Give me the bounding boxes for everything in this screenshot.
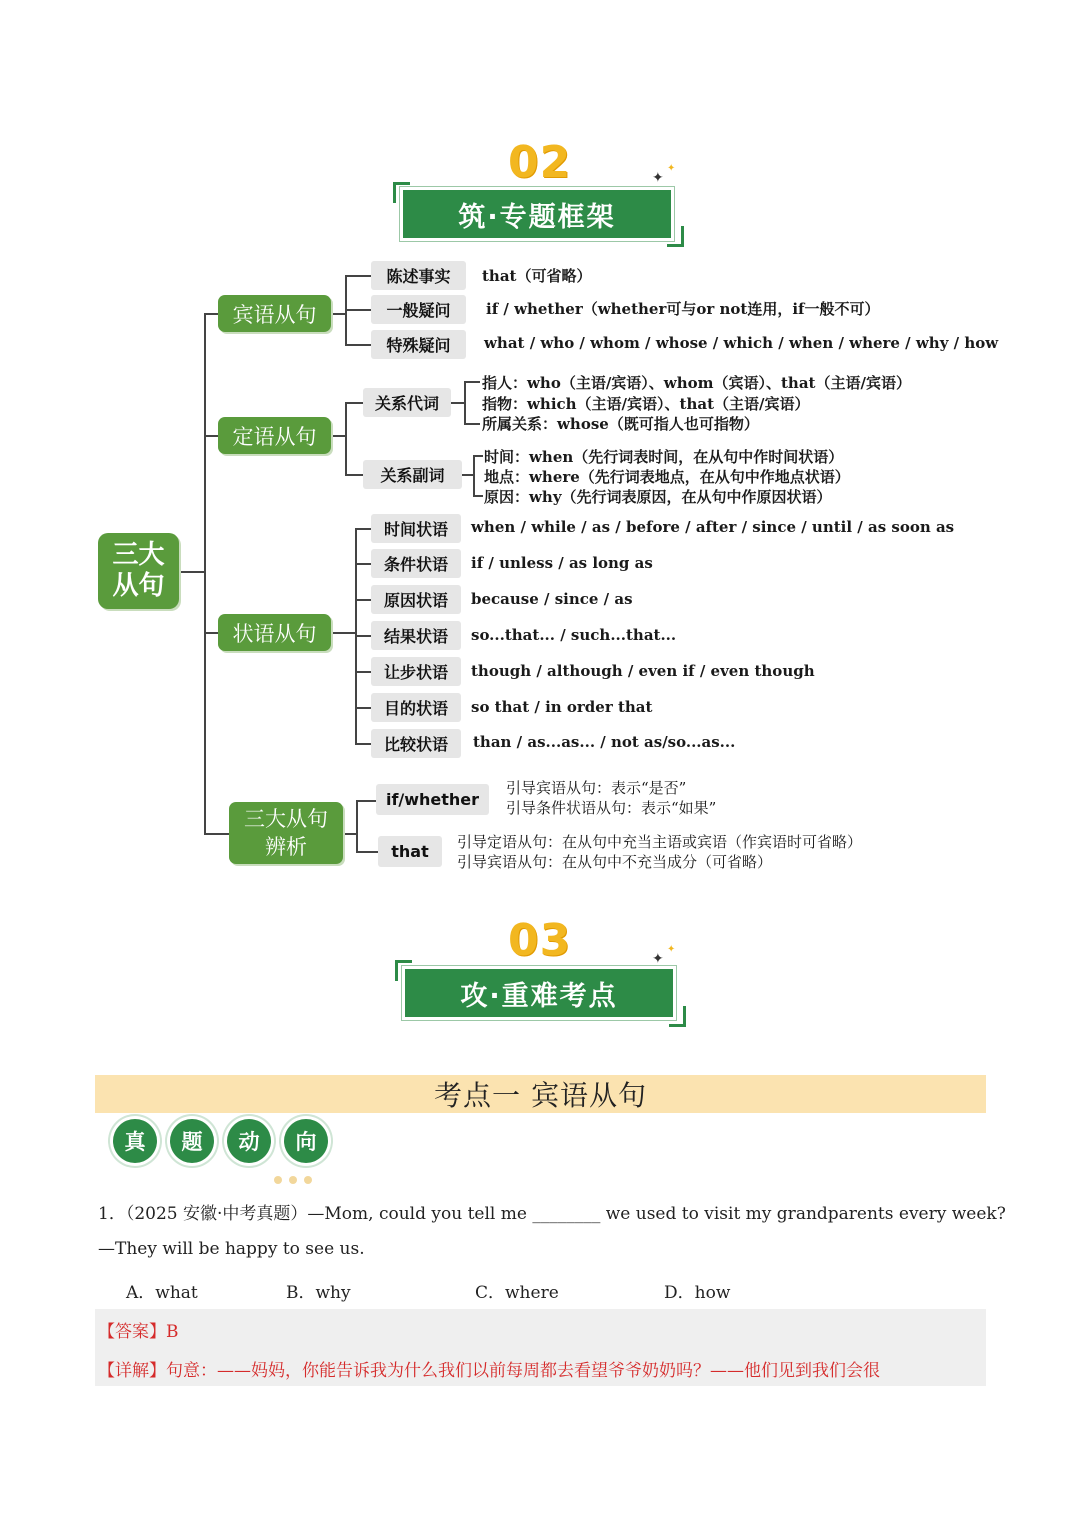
tag-concession-adverbial: 让步状语 <box>371 657 461 686</box>
connector <box>204 313 206 834</box>
connector <box>204 313 218 315</box>
connector <box>331 435 346 437</box>
connector <box>204 833 230 835</box>
question-line-2: —They will be happy to see us. <box>98 1239 365 1259</box>
mindmap-root <box>98 533 179 609</box>
tag-time-adverbial: 时间状语 <box>371 514 461 543</box>
tag-general-question: 一般疑问 <box>371 295 466 324</box>
node-attributive-clause: 定语从句 <box>218 417 331 454</box>
connector <box>343 833 357 835</box>
tag-relative-pronoun: 关系代词 <box>363 388 451 417</box>
connector <box>464 381 480 383</box>
connector <box>355 599 371 601</box>
object-special-text: what / who / whom / whose / which / when / where / why / how <box>484 334 999 352</box>
sparkle-icon: ✦ <box>652 170 664 186</box>
zhenti-circle-2: 题 <box>170 1119 214 1163</box>
ifwhether-line-1: 引导宾语从句：表示“是否” <box>506 779 687 797</box>
answer-row <box>98 1317 179 1342</box>
tag-comparison-adverbial: 比较状语 <box>371 729 461 758</box>
zhenti-circle-4: 向 <box>284 1119 328 1163</box>
connector <box>356 800 376 802</box>
decor-dot <box>274 1176 282 1184</box>
object-general-text: if / whether（whether可与or not连用，if一般不可） <box>486 300 880 318</box>
question-line-1: 1．（2025 安徽·中考真题）—Mom, could you tell me ________ we used to visit my grandparents every week? <box>98 1204 1006 1224</box>
connector <box>204 632 218 634</box>
connector <box>345 402 363 404</box>
section-number-02: 02 <box>508 137 572 188</box>
adverb-line-3: 原因：why（先行词表原因，在从句中作原因状语） <box>484 488 832 506</box>
tag-result-adverbial: 结果状语 <box>371 621 461 650</box>
tag-special-question: 特殊疑问 <box>371 330 466 359</box>
connector <box>345 344 371 346</box>
zhenti-circle-3: 动 <box>227 1119 271 1163</box>
option-c: C．where <box>475 1283 559 1303</box>
adverbial-comparison-text: than / as...as... / not as/so...as... <box>473 733 736 751</box>
adverb-line-2: 地点：where（先行词表地点，在从句中作地点状语） <box>484 468 850 486</box>
node-object-clause: 宾语从句 <box>218 295 331 332</box>
section-banner-framework: 筑·专题框架 <box>403 190 671 238</box>
tag-if-whether: if/whether <box>376 784 489 815</box>
connector <box>345 474 363 476</box>
sparkle-icon: ✦ <box>652 951 664 967</box>
keypoint-heading: 考点一 宾语从句 <box>95 1075 986 1113</box>
mindmap-root-label: 三大从句 <box>112 540 165 601</box>
node-distinguish-line1: 三大从句 <box>244 807 328 831</box>
tag-condition-adverbial: 条件状语 <box>371 549 461 578</box>
node-distinguish-line2: 辨析 <box>265 835 307 859</box>
connector <box>179 571 205 573</box>
connector <box>345 402 347 475</box>
connector <box>451 402 465 404</box>
explain-label: 【详解】 <box>98 1361 166 1381</box>
option-b: B．why <box>286 1283 351 1303</box>
adverbial-concession-text: though / although / even if / even though <box>471 662 815 680</box>
connector <box>473 495 483 497</box>
explain-text: 句意：——妈妈，你能告诉我为什么我们以前每周都去看望爷爷奶奶吗？——他们见到我们会很 <box>166 1361 880 1381</box>
section-banner-keypoints: 攻·重难考点 <box>405 969 673 1017</box>
sparkle-small-icon: ✦ <box>667 944 676 955</box>
decor-dot <box>304 1176 312 1184</box>
node-adverbial-clause: 状语从句 <box>218 614 331 651</box>
connector <box>355 635 371 637</box>
that-line-2: 引导宾语从句：在从句中不充当成分（可省略） <box>457 853 773 871</box>
decor-dot <box>289 1176 297 1184</box>
adverb-line-1: 时间：when（先行词表时间，在从句中作时间状语） <box>484 448 844 466</box>
connector <box>355 528 371 530</box>
zhenti-circle-1: 真 <box>113 1119 157 1163</box>
answer-value: B <box>166 1322 179 1342</box>
adverbial-time-text: when / while / as / before / after / since / until / as soon as <box>471 518 955 536</box>
pronoun-line-1: 指人：who（主语/宾语）、whom（宾语）、that（主语/宾语） <box>482 374 911 392</box>
option-a: A．what <box>126 1283 198 1303</box>
connector <box>356 851 378 853</box>
adverbial-reason-text: because / since / as <box>471 590 633 608</box>
connector <box>355 707 371 709</box>
connector <box>355 743 371 745</box>
tag-purpose-adverbial: 目的状语 <box>371 693 461 722</box>
tag-statement: 陈述事实 <box>371 261 466 290</box>
answer-label: 【答案】 <box>98 1322 166 1342</box>
pronoun-line-3: 所属关系：whose（既可指人也可指物） <box>482 415 759 433</box>
object-statement-text: that（可省略） <box>482 267 592 285</box>
sparkle-small-icon: ✦ <box>667 163 676 174</box>
tag-that: that <box>378 836 442 867</box>
node-distinguish <box>229 802 343 864</box>
connector <box>331 632 356 634</box>
option-d: D．how <box>664 1283 731 1303</box>
adverbial-result-text: so...that... / such...that... <box>471 626 677 644</box>
ifwhether-line-2: 引导条件状语从句：表示“如果” <box>506 799 717 817</box>
tag-reason-adverbial: 原因状语 <box>371 585 461 614</box>
connector <box>345 309 371 311</box>
explain-row <box>98 1356 880 1381</box>
connector <box>473 455 483 457</box>
connector <box>345 275 371 277</box>
adverbial-condition-text: if / unless / as long as <box>471 554 653 572</box>
section-number-03: 03 <box>508 915 572 966</box>
connector <box>331 313 346 315</box>
tag-relative-adverb: 关系副词 <box>363 460 462 489</box>
adverbial-purpose-text: so that / in order that <box>471 698 653 716</box>
connector <box>464 381 466 424</box>
connector <box>355 671 371 673</box>
connector <box>355 563 371 565</box>
that-line-1: 引导定语从句：在从句中充当主语或宾语（作宾语时可省略） <box>457 833 863 851</box>
pronoun-line-2: 指物：which（主语/宾语）、that（主语/宾语） <box>482 395 810 413</box>
connector <box>356 800 358 852</box>
connector <box>204 435 218 437</box>
connector <box>473 455 475 496</box>
connector <box>464 423 480 425</box>
